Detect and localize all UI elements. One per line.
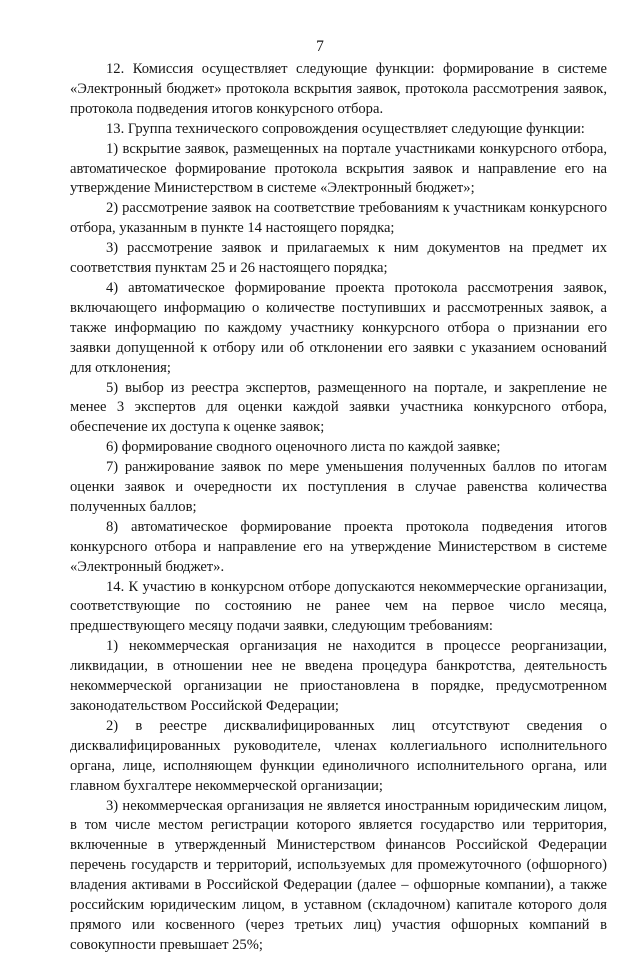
paragraph-14-item-1: 1) некоммерческая организация не находится в процессе реорганизации, ликвидации, в отношении нее не введена процедура банкротства, деятельность некоммерческой организации не приостановлена в порядке, предусмотренном законодательством Российской Федерации; (70, 638, 607, 714)
paragraph-13-item-1: 1) вскрытие заявок, размещенных на портале участниками конкурсного отбора, автоматическое формирование протокола вскрытия заявок и направление его на утверждение Министерством в системе «Электронный бюджет»; (70, 140, 607, 197)
document-body (70, 60, 607, 956)
paragraph-13-item-4: 4) автоматическое формирование проекта протокола рассмотрения заявок, включающего информацию о количестве поступивших и рассмотренных заявок, а также информацию по каждому участнику конкурсного отбора о признании его заявки допущенной к отбору или об отклонении его заявки с указанием оснований для отклонения; (70, 279, 607, 376)
paragraph-12: 12. Комиссия осуществляет следующие функции: формирование в системе «Электронный бюджет» протокола вскрытия заявок, протокола рассмотрения заявок, протокола подведения итогов конкурсного отбора. (70, 61, 607, 117)
paragraph-13-item-7: 7) ранжирование заявок по мере уменьшения полученных баллов по итогам оценки заявок и очередности их поступления в случае равенства количества полученных баллов; (70, 459, 607, 515)
paragraph-13-item-8: 8) автоматическое формирование проекта протокола подведения итогов конкурсного отбора и направление его на утверждение Министерством в системе «Электронный бюджет». (70, 518, 607, 575)
paragraph-13-item-2: 2) рассмотрение заявок на соответствие требованиям к участникам конкурсного отбора, указанным в пункте 14 настоящего порядка; (70, 200, 607, 237)
paragraph-13-item-6: 6) формирование сводного оценочного листа по каждой заявке; (106, 439, 501, 456)
paragraph-14-item-3: 3) некоммерческая организация не является иностранным юридическим лицом, в том числе местом регистрации которого является государство или территория, включенные в утвержденный Министерством финансов Российской Федерации перечень государств и территорий, используемых для промежуточного (офшорного) владения активами в Российской Федерации (далее – офшорные компании), а также российским юридическим лицом, в уставном (складочном) капитале которого доля прямого или косвенного (через третьих лиц) участия офшорных компаний в совокупности превышает 25%; (70, 797, 607, 953)
paragraph-13: 13. Группа технического сопровождения осуществляет следующие функции: (106, 120, 585, 137)
page-number: 7 (316, 38, 324, 55)
paragraph-13-item-3: 3) рассмотрение заявок и прилагаемых к ним документов на предмет их соответствия пунктам 25 и 26 настоящего порядка; (70, 240, 607, 277)
paragraph-14-item-2: 2) в реестре дисквалифицированных лиц отсутствуют сведения о дисквалифицированных руководителе, членах коллегиального исполнительного органа, лице, исполняющем функции единоличного исполнительного органа, или главном бухгалтере некоммерческой организации; (70, 717, 607, 794)
paragraph-14: 14. К участию в конкурсном отборе допускаются некоммерческие организации, соответствующие по состоянию не ранее чем на первое число месяца, предшествующего месяцу подачи заявки, следующим требованиям: (70, 578, 607, 635)
paragraph-13-item-5: 5) выбор из реестра экспертов, размещенного на портале, и закрепление не менее 3 экспертов для оценки каждой заявки участника конкурсного отбора, обеспечение их доступа к оценке заявок; (70, 379, 607, 436)
